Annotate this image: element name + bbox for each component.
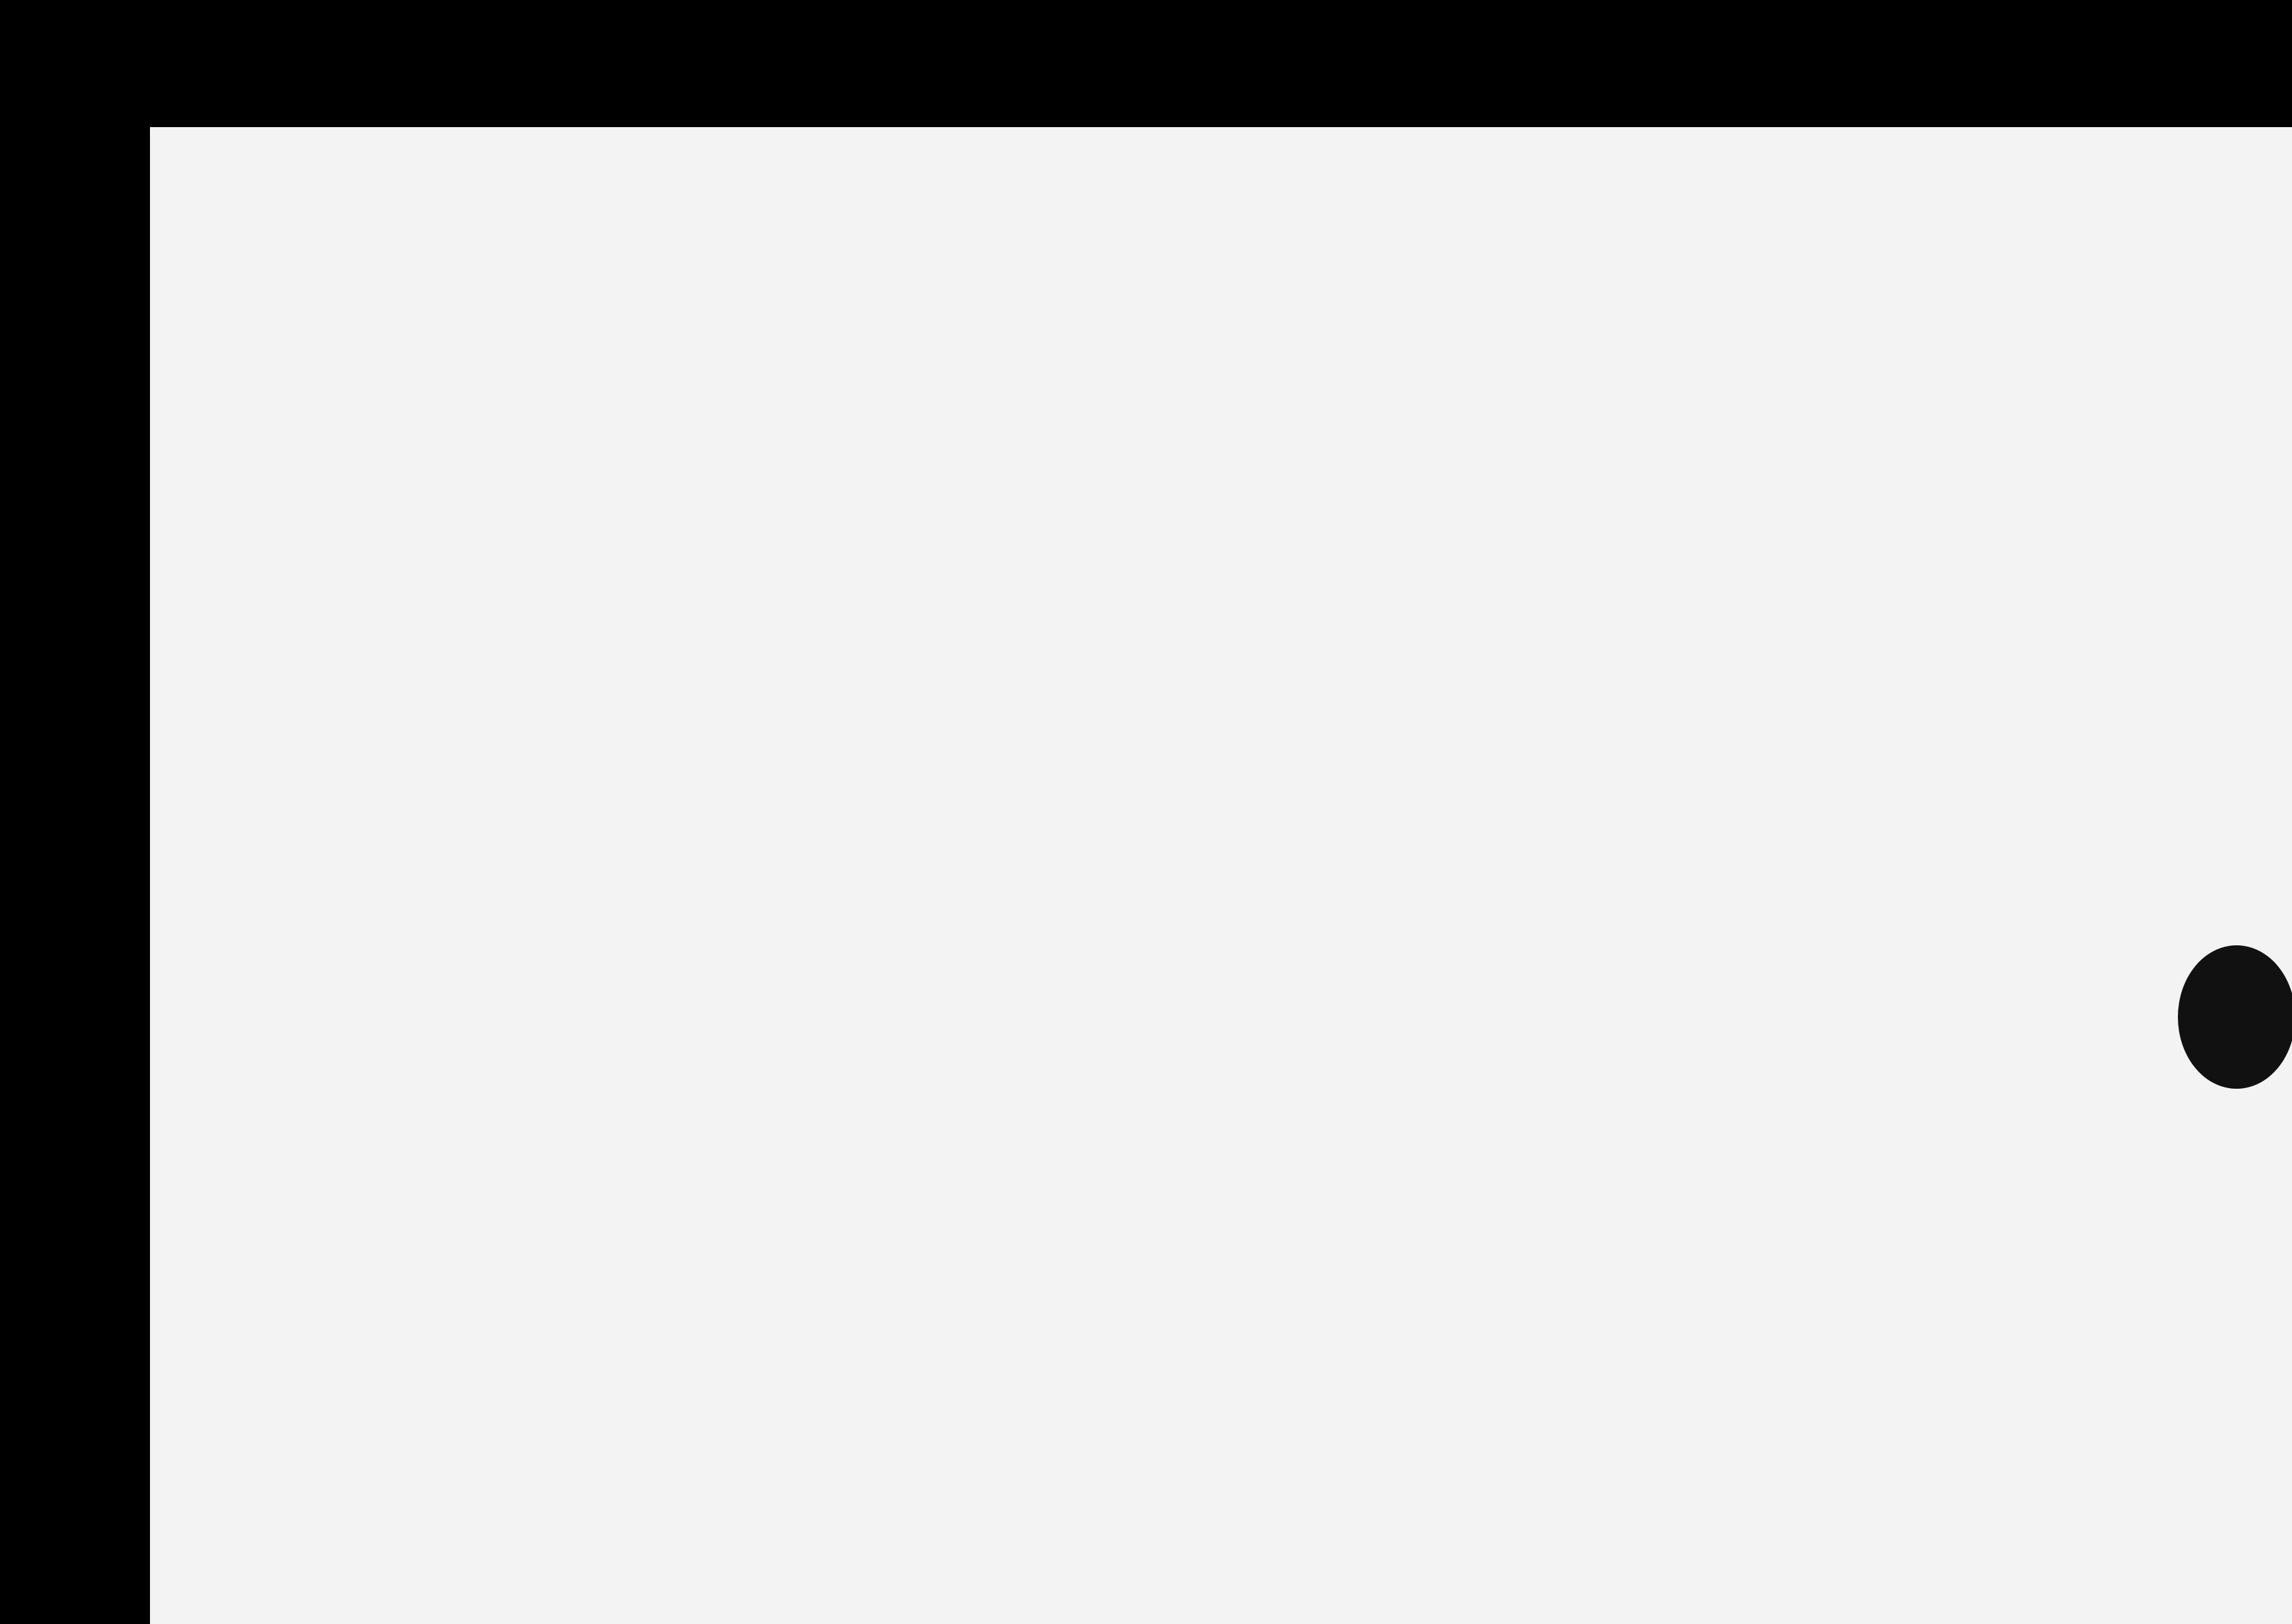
scan-spot	[2178, 945, 2292, 1089]
